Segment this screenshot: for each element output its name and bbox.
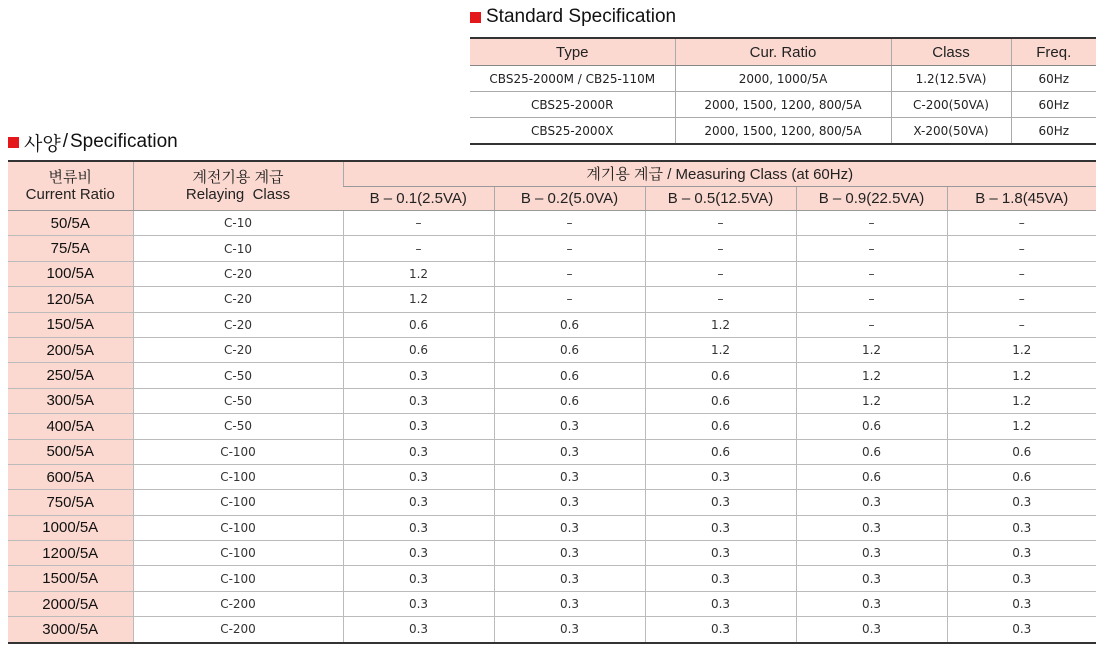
table-row (8, 312, 1096, 337)
spec-title-sep: / (62, 131, 68, 152)
cell-b09: 1.2 (796, 363, 947, 388)
cell-b05: 0.3 (645, 541, 796, 566)
cell-b09: 1.2 (796, 388, 947, 413)
cell-current-ratio: 750/5A (8, 490, 133, 515)
cell-b18: 1.2 (947, 388, 1096, 413)
cell-b01: 1.2 (343, 287, 494, 312)
cell-b02: 0.3 (494, 566, 645, 591)
cell-b01: 1.2 (343, 261, 494, 286)
cell-freq: 60Hz (1011, 66, 1096, 92)
cell-b09: 0.6 (796, 414, 947, 439)
cell-b09: 0.3 (796, 515, 947, 540)
header-relaying-class (133, 161, 343, 211)
cell-b18: 0.6 (947, 439, 1096, 464)
cell-relaying-class: C-100 (133, 515, 343, 540)
cell-b18: 0.3 (947, 591, 1096, 616)
cell-type: CBS25-2000M / CB25-110M (470, 66, 675, 92)
header-current-ratio-en: Current Ratio (25, 186, 115, 203)
cell-relaying-class: C-50 (133, 363, 343, 388)
table-row (8, 541, 1096, 566)
header-cur-ratio: Cur. Ratio (675, 38, 891, 66)
cell-b18: 0.3 (947, 490, 1096, 515)
cell-b01: – (343, 236, 494, 261)
cell-current-ratio: 250/5A (8, 363, 133, 388)
cell-current-ratio: 200/5A (8, 337, 133, 362)
cell-b09: 0.6 (796, 464, 947, 489)
cell-b18: – (947, 261, 1096, 286)
cell-current-ratio: 3000/5A (8, 617, 133, 643)
cell-b02: 0.3 (494, 541, 645, 566)
cell-b02: 0.3 (494, 464, 645, 489)
cell-b01: 0.3 (343, 617, 494, 643)
cell-relaying-class: C-20 (133, 337, 343, 362)
spec-header-row-1 (8, 161, 1096, 187)
cell-relaying-class: C-200 (133, 617, 343, 643)
cell-cur-ratio: 2000, 1000/5A (675, 66, 891, 92)
header-current-ratio-kr: 변류비 (48, 169, 92, 186)
cell-relaying-class: C-100 (133, 541, 343, 566)
cell-current-ratio: 1200/5A (8, 541, 133, 566)
cell-b01: 0.3 (343, 566, 494, 591)
spec-title-en: Specification (70, 131, 178, 152)
table-row (470, 118, 1096, 145)
cell-b02: 0.6 (494, 388, 645, 413)
cell-relaying-class: C-20 (133, 312, 343, 337)
header-class: Class (891, 38, 1011, 66)
table-row (8, 287, 1096, 312)
cell-b18: 1.2 (947, 414, 1096, 439)
cell-class: X-200(50VA) (891, 118, 1011, 145)
cell-relaying-class: C-100 (133, 464, 343, 489)
cell-relaying-class: C-20 (133, 287, 343, 312)
table-row (8, 490, 1096, 515)
header-burden-b05: B – 0.5(12.5VA) (645, 187, 796, 211)
cell-b02: 0.6 (494, 363, 645, 388)
cell-class: 1.2(12.5VA) (891, 66, 1011, 92)
cell-b09: – (796, 261, 947, 286)
table-row (8, 261, 1096, 286)
cell-b18: 1.2 (947, 337, 1096, 362)
cell-b18: 0.6 (947, 464, 1096, 489)
cell-b05: – (645, 261, 796, 286)
table-row (8, 414, 1096, 439)
cell-b18: 0.3 (947, 515, 1096, 540)
cell-b18: 0.3 (947, 541, 1096, 566)
cell-b01: 0.3 (343, 515, 494, 540)
cell-b02: 0.3 (494, 439, 645, 464)
cell-b05: 0.6 (645, 439, 796, 464)
cell-relaying-class: C-10 (133, 236, 343, 261)
cell-current-ratio: 1000/5A (8, 515, 133, 540)
cell-b18: 0.3 (947, 617, 1096, 643)
cell-freq: 60Hz (1011, 92, 1096, 118)
cell-b09: – (796, 236, 947, 261)
cell-b02: 0.3 (494, 414, 645, 439)
cell-b02: 0.3 (494, 617, 645, 643)
cell-current-ratio: 300/5A (8, 388, 133, 413)
cell-b05: 0.3 (645, 617, 796, 643)
cell-b02: 0.6 (494, 337, 645, 362)
cell-relaying-class: C-100 (133, 439, 343, 464)
header-current-ratio (8, 161, 133, 211)
cell-b01: 0.3 (343, 591, 494, 616)
cell-b05: 0.3 (645, 490, 796, 515)
cell-cur-ratio: 2000, 1500, 1200, 800/5A (675, 92, 891, 118)
cell-b01: 0.6 (343, 337, 494, 362)
cell-current-ratio: 600/5A (8, 464, 133, 489)
header-relaying-class-kr: 계전기용 계급 (192, 169, 284, 186)
cell-b02: – (494, 236, 645, 261)
standard-spec-title (470, 5, 676, 29)
cell-b05: – (645, 287, 796, 312)
table-row (8, 211, 1096, 236)
cell-b02: 0.3 (494, 591, 645, 616)
table-row (8, 591, 1096, 616)
cell-b01: 0.3 (343, 541, 494, 566)
cell-current-ratio: 50/5A (8, 211, 133, 236)
cell-b01: 0.3 (343, 490, 494, 515)
cell-current-ratio: 75/5A (8, 236, 133, 261)
cell-b05: 0.6 (645, 414, 796, 439)
cell-current-ratio: 500/5A (8, 439, 133, 464)
cell-b09: – (796, 312, 947, 337)
cell-b02: – (494, 287, 645, 312)
cell-b05: 0.6 (645, 388, 796, 413)
cell-b01: 0.3 (343, 464, 494, 489)
cell-current-ratio: 2000/5A (8, 591, 133, 616)
cell-b02: 0.3 (494, 490, 645, 515)
cell-b18: 1.2 (947, 363, 1096, 388)
header-burden-b09: B – 0.9(22.5VA) (796, 187, 947, 211)
cell-b18: – (947, 236, 1096, 261)
cell-b05: 0.3 (645, 591, 796, 616)
cell-b18: – (947, 287, 1096, 312)
cell-b01: 0.6 (343, 312, 494, 337)
cell-b09: 1.2 (796, 337, 947, 362)
cell-b09: 0.3 (796, 566, 947, 591)
cell-current-ratio: 1500/5A (8, 566, 133, 591)
cell-relaying-class: C-20 (133, 261, 343, 286)
cell-b05: 0.3 (645, 515, 796, 540)
cell-b02: 0.3 (494, 515, 645, 540)
header-measuring-class: 계기용 계급 / Measuring Class (at 60Hz) (343, 161, 1096, 187)
table-row (8, 566, 1096, 591)
cell-type: CBS25-2000X (470, 118, 675, 145)
cell-current-ratio: 120/5A (8, 287, 133, 312)
cell-b02: – (494, 211, 645, 236)
cell-b01: – (343, 211, 494, 236)
spec-table (8, 160, 1096, 644)
table-row (8, 439, 1096, 464)
cell-b09: – (796, 287, 947, 312)
cell-relaying-class: C-100 (133, 566, 343, 591)
cell-b09: 0.6 (796, 439, 947, 464)
cell-current-ratio: 150/5A (8, 312, 133, 337)
cell-b05: – (645, 211, 796, 236)
cell-b02: – (494, 261, 645, 286)
cell-relaying-class: C-100 (133, 490, 343, 515)
cell-b01: 0.3 (343, 363, 494, 388)
table-row (8, 464, 1096, 489)
header-relaying-class-en: Relaying Class (185, 186, 291, 203)
header-type: Type (470, 38, 675, 66)
cell-current-ratio: 400/5A (8, 414, 133, 439)
cell-b09: 0.3 (796, 490, 947, 515)
header-burden-b01: B – 0.1(2.5VA) (343, 187, 494, 211)
cell-current-ratio: 100/5A (8, 261, 133, 286)
header-burden-b18: B – 1.8(45VA) (947, 187, 1096, 211)
spec-title-kr: 사양 (24, 133, 61, 155)
cell-b05: 0.3 (645, 464, 796, 489)
spec-title (8, 130, 178, 154)
cell-b01: 0.3 (343, 388, 494, 413)
cell-b18: 0.3 (947, 566, 1096, 591)
cell-relaying-class: C-50 (133, 388, 343, 413)
cell-type: CBS25-2000R (470, 92, 675, 118)
cell-b09: – (796, 211, 947, 236)
table-row (8, 515, 1096, 540)
cell-relaying-class: C-10 (133, 211, 343, 236)
cell-b09: 0.3 (796, 541, 947, 566)
cell-b05: 0.3 (645, 566, 796, 591)
bullet-square-icon (8, 137, 19, 148)
cell-b18: – (947, 211, 1096, 236)
header-freq: Freq. (1011, 38, 1096, 66)
cell-b05: 1.2 (645, 337, 796, 362)
header-burden-b02: B – 0.2(5.0VA) (494, 187, 645, 211)
cell-b05: 1.2 (645, 312, 796, 337)
table-row (8, 337, 1096, 362)
table-row (8, 388, 1096, 413)
table-row (8, 236, 1096, 261)
cell-b09: 0.3 (796, 617, 947, 643)
cell-class: C-200(50VA) (891, 92, 1011, 118)
cell-b18: – (947, 312, 1096, 337)
cell-relaying-class: C-200 (133, 591, 343, 616)
cell-b02: 0.6 (494, 312, 645, 337)
cell-relaying-class: C-50 (133, 414, 343, 439)
cell-b09: 0.3 (796, 591, 947, 616)
table-row (470, 66, 1096, 92)
standard-spec-title-text: Standard Specification (486, 6, 677, 27)
cell-b01: 0.3 (343, 414, 494, 439)
table-row (8, 617, 1096, 643)
cell-freq: 60Hz (1011, 118, 1096, 145)
table-row (470, 92, 1096, 118)
cell-b05: – (645, 236, 796, 261)
standard-spec-table (470, 37, 1096, 145)
cell-b05: 0.6 (645, 363, 796, 388)
cell-cur-ratio: 2000, 1500, 1200, 800/5A (675, 118, 891, 145)
cell-b01: 0.3 (343, 439, 494, 464)
bullet-square-icon (470, 12, 481, 23)
standard-spec-header-row (470, 38, 1096, 66)
table-row (8, 363, 1096, 388)
